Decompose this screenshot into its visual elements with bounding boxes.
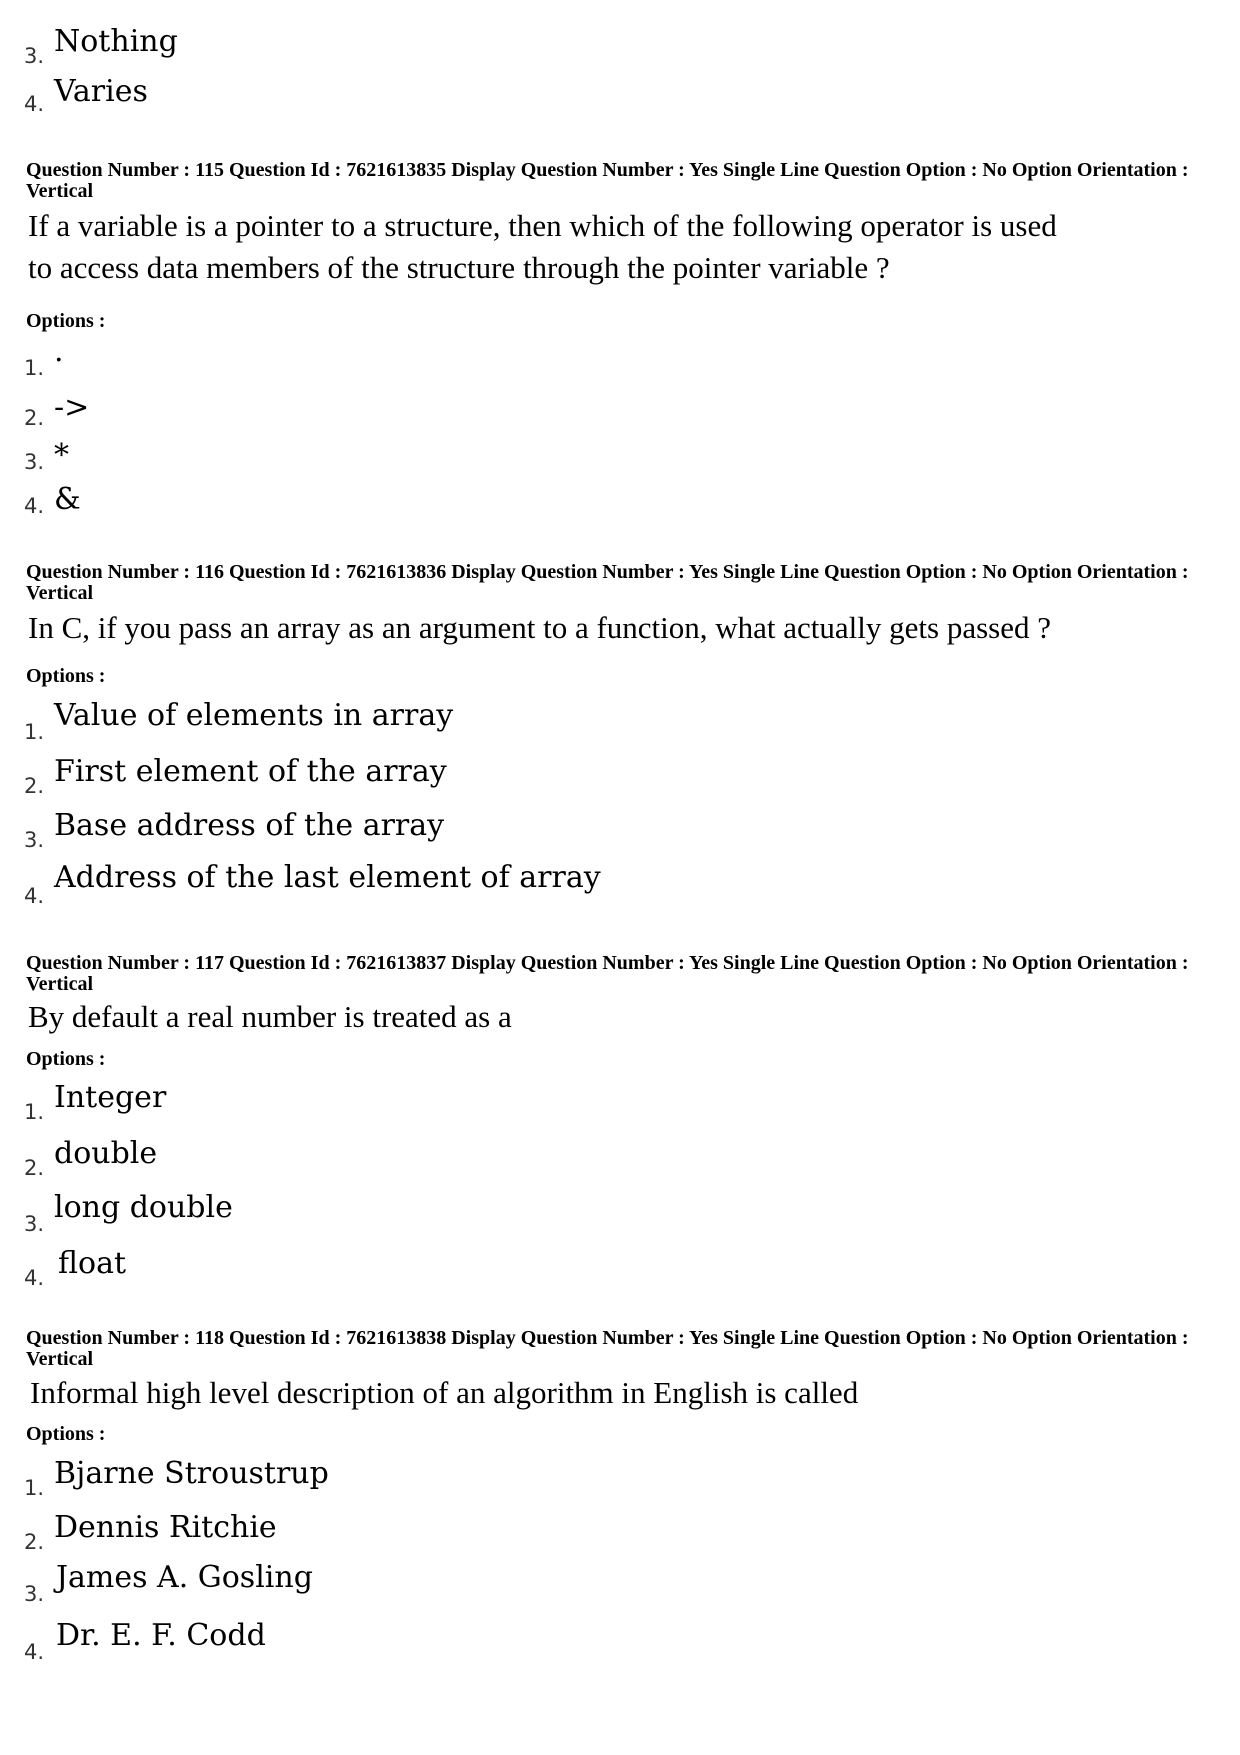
- option-text: double: [54, 1136, 158, 1171]
- option-text: long double: [54, 1190, 233, 1225]
- option-text: Dennis Ritchie: [54, 1510, 277, 1545]
- option-number: 3.: [24, 1212, 45, 1236]
- question-text-line: If a variable is a pointer to a structure, then which of the following operator is used: [28, 208, 1057, 243]
- option-text: Varies: [54, 74, 148, 109]
- option-text: float: [58, 1246, 127, 1281]
- option-number: 1.: [24, 1476, 45, 1500]
- option-text: Dr. E. F. Codd: [56, 1618, 266, 1653]
- option-text: Value of elements in array: [54, 698, 454, 733]
- option-number: 3.: [24, 1582, 45, 1606]
- options-label: Options :: [26, 1048, 106, 1070]
- question-text-line: Informal high level description of an algorithm in English is called: [30, 1375, 859, 1410]
- question-meta: Question Number : 116 Question Id : 7621613836 Display Question Number : Yes Single Line Question Option : No Option Orientation : Vertical: [26, 561, 1189, 604]
- question-text-line: In C, if you pass an array as an argument to a function, what actually gets passed ?: [28, 610, 1051, 645]
- option-number: 4.: [24, 1266, 45, 1290]
- option-number: 2.: [24, 1530, 45, 1554]
- option-text: Base address of the array: [54, 808, 445, 843]
- option-number: 4.: [24, 884, 45, 908]
- option-number: 2.: [24, 406, 45, 430]
- option-text: Address of the last element of array: [54, 860, 601, 895]
- option-number: 2.: [24, 774, 45, 798]
- question-text-line: By default a real number is treated as a: [28, 999, 512, 1034]
- question-meta: Question Number : 117 Question Id : 7621613837 Display Question Number : Yes Single Line Question Option : No Option Orientation : Vertical: [26, 952, 1189, 995]
- option-number: 3.: [24, 44, 45, 68]
- question-meta: Question Number : 115 Question Id : 7621613835 Display Question Number : Yes Single Line Question Option : No Option Orientation : Vertical: [26, 159, 1189, 202]
- options-label: Options :: [26, 310, 106, 332]
- question-text-line: to access data members of the structure through the pointer variable ?: [28, 250, 890, 285]
- option-text: Bjarne Stroustrup: [54, 1456, 329, 1491]
- option-text: James A. Gosling: [56, 1560, 313, 1595]
- option-text: .: [54, 334, 64, 369]
- option-text: &: [54, 482, 81, 517]
- option-text: First element of the array: [54, 754, 447, 789]
- option-text: Integer: [54, 1080, 167, 1115]
- option-number: 4.: [24, 1640, 45, 1664]
- option-number: 3.: [24, 450, 45, 474]
- option-text: *: [54, 438, 69, 473]
- option-number: 4.: [24, 494, 45, 518]
- option-number: 2.: [24, 1156, 45, 1180]
- option-number: 1.: [24, 720, 45, 744]
- option-text: ->: [54, 390, 90, 425]
- options-label: Options :: [26, 665, 106, 687]
- option-number: 3.: [24, 828, 45, 852]
- option-number: 4.: [24, 92, 45, 116]
- option-number: 1.: [24, 1100, 45, 1124]
- question-meta: Question Number : 118 Question Id : 7621613838 Display Question Number : Yes Single Line Question Option : No Option Orientation : Vertical: [26, 1327, 1189, 1370]
- options-label: Options :: [26, 1423, 106, 1445]
- option-number: 1.: [24, 356, 45, 380]
- option-text: Nothing: [54, 24, 178, 59]
